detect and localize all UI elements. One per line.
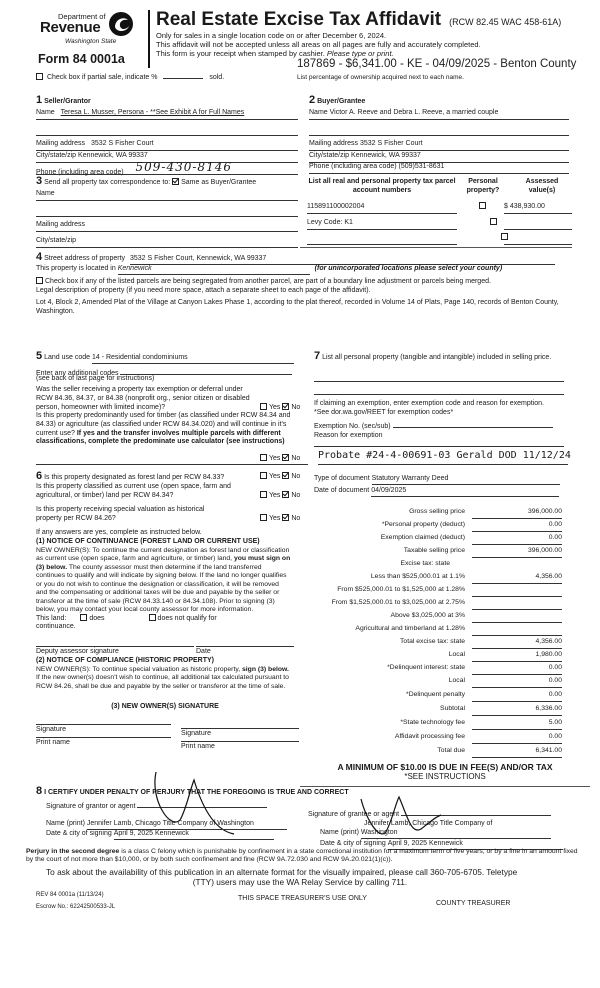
yes-label: Yes — [269, 515, 281, 522]
new-owner-signature-title: (3) NEW OWNER(S) SIGNATURE — [111, 703, 219, 710]
section-number: 5 — [36, 350, 43, 362]
seller-name-value: Teresa L. Musser, Persona - **See Exhibit A for Full Names — [60, 109, 245, 116]
parcel-number-field[interactable]: Levy Code: K1 — [307, 219, 457, 230]
continuance-label: continuance. — [36, 623, 76, 630]
grantor-name-value[interactable]: Jennifer Lamb, Chicago Title Company of Washington — [87, 820, 287, 830]
yes-label: Yes — [269, 492, 281, 499]
county-treasurer-label: COUNTY TREASURER — [436, 900, 511, 907]
fee-value[interactable]: 0.00 — [472, 534, 562, 545]
timber-question-text: Is this property predominantly used for timber (as classified under RCW 84.34 and 84.33) or agriculture (as classified under RCW 84.34.020) and will continue in it's current use? — [36, 412, 291, 437]
reason-line-1[interactable] — [314, 442, 564, 447]
timber-question-bold: If yes and the transfer involves multiple parcels with different classifications, complete the predominate use calculator (see instructions) — [36, 429, 285, 446]
buyer-mailing-value: 3532 S Fisher Court — [359, 140, 423, 147]
new-owner-signature-2-line[interactable] — [181, 728, 299, 729]
dor-swirl-icon — [108, 11, 134, 37]
personal-property-label — [314, 350, 564, 364]
grantor-date-city-value[interactable]: April 9, 2025 Kennewick — [114, 830, 274, 840]
additional-codes-field[interactable] — [120, 367, 292, 375]
field-label: City/state/zip — [36, 152, 77, 159]
section-number: 6 — [36, 470, 43, 482]
location-row — [36, 265, 502, 275]
fee-value[interactable]: 0.00 — [472, 733, 562, 744]
seller-phone-field[interactable] — [36, 160, 298, 176]
fee-value[interactable]: 5.00 — [472, 719, 562, 730]
field-label: Date & city of signing — [46, 830, 112, 837]
divider — [300, 247, 572, 248]
field-label: List all personal property (tangible and intangible) included in selling price. — [322, 354, 552, 361]
notice-compliance-text — [36, 666, 294, 691]
forest-q3-yes-no — [260, 514, 300, 524]
field-label: City/state/zip — [309, 152, 350, 159]
reason-field[interactable]: Probate #24-4-00691-03 Gerald DOD 11/12/24 — [318, 450, 568, 465]
fee-label: Total excise tax: state — [400, 638, 465, 645]
dor-logo-text-top: Department of — [58, 12, 106, 21]
buyer-phone-value: (509)531-8631 — [398, 163, 445, 170]
fee-value[interactable]: 0.00 — [472, 677, 562, 688]
fee-label: Affidavit processing fee — [394, 733, 465, 740]
dor-logo — [40, 12, 132, 52]
header-note-2: This affidavit will not be accepted unless all areas on all pages are fully and accurately completed. — [156, 40, 481, 49]
notice-compliance-title: (2) NOTICE OF COMPLIANCE (HISTORIC PROPERTY) — [36, 657, 214, 664]
no-label: No — [291, 455, 301, 462]
does-label: does — [89, 615, 105, 622]
deputy-date-label: Date — [196, 648, 211, 655]
perjury-bold: Perjury in the second degree — [26, 848, 120, 855]
fee-value[interactable]: 6,341.00 — [472, 747, 562, 758]
correspondence-heading — [36, 175, 298, 189]
yes-label: Yes — [269, 455, 281, 462]
exemption-no-row — [314, 420, 553, 432]
section-title: Buyer/Grantee — [317, 98, 366, 105]
forest-q1-yes-no — [260, 472, 300, 482]
grantee-name-line-1: Jennifer Lamb, Chicago Title Company of — [364, 820, 493, 827]
buyer-city-field[interactable] — [309, 152, 569, 163]
statute-ref: (RCW 82.45 WAC 458-61A) — [449, 17, 562, 27]
field-label: Mailing address — [36, 140, 86, 147]
section-number: 7 — [314, 350, 321, 362]
section-title: Seller/Grantor — [44, 98, 91, 105]
correspondence-name-line-2[interactable] — [36, 206, 298, 217]
perjury-text: is a class C felony which is punishable by confinement in a state correctional institution for a maximum term of five years, or by a fine in an amount fixed by the court of not more than $10,000, or by both such confinement and fine (RCW 9A.72.030 and RCW 9A.20.021(1)(c)). — [26, 848, 578, 864]
field-label: Name — [309, 109, 328, 116]
seller-mailing-value: 3532 S Fisher Court — [90, 140, 154, 147]
print-name-label: Print name — [181, 743, 215, 750]
signature-label: Signature — [36, 726, 66, 733]
seller-mailing-field[interactable] — [36, 140, 298, 151]
yes-checkbox[interactable] — [260, 472, 267, 479]
yes-checkbox[interactable] — [260, 491, 267, 498]
fee-row-delinquent-state — [305, 664, 595, 676]
fee-label: Less than $525,000.01 at 1.1% — [370, 573, 465, 580]
parcel-number-field[interactable] — [307, 234, 457, 245]
buyer-name-value: Victor A. Reeve and Debra L. Reeve, a married couple — [329, 109, 499, 116]
partial-sale-label: Check box if partial sale, indicate % — [46, 74, 158, 81]
fee-value[interactable]: 396,000.00 — [472, 508, 562, 519]
fee-value[interactable]: 1,980.00 — [472, 651, 562, 662]
fee-label: Local — [448, 677, 465, 684]
does-qualify-checkbox[interactable] — [80, 614, 87, 621]
buyer-mailing-field[interactable] — [309, 140, 569, 151]
section-number: 8 — [36, 785, 43, 797]
segregated-row — [36, 277, 491, 287]
partial-sale-checkbox[interactable] — [36, 73, 43, 80]
parcel-number-field[interactable]: 115891100002004 — [307, 203, 457, 214]
deputy-signature-label: Deputy assessor signature — [36, 648, 119, 655]
fee-row-gross — [305, 508, 595, 520]
fee-row-delinquent-local — [305, 677, 595, 689]
fee-label: *Delinquent interest: state — [387, 664, 465, 671]
grantor-name-row — [46, 820, 287, 830]
accessibility-note-1: To ask about the availability of this publication in an alternate format for the visually impaired, please call 360-705-6705. Teletype — [46, 867, 518, 877]
deputy-date-line[interactable] — [196, 646, 294, 647]
new-owner-print-2-line[interactable] — [181, 741, 299, 742]
fee-row-local — [305, 651, 595, 663]
yes-label: Yes — [269, 404, 281, 411]
accessibility-note-2: (TTY) users may use the WA Relay Service by calling 711. — [192, 877, 408, 887]
forest-q3: Is this property receiving special valuation as historical property per RCW 84.26? — [36, 506, 205, 522]
print-name-label: Print name — [36, 739, 70, 746]
segregated-checkbox[interactable] — [36, 277, 43, 284]
forest-question: Is this property designated as forest land per RCW 84.33? — [44, 474, 225, 481]
fee-value[interactable]: 396,000.00 — [472, 547, 562, 558]
buyer-name-line-2[interactable] — [309, 125, 569, 136]
buyer-city-value: Kennewick, WA 99337 — [351, 152, 421, 159]
timber-yes-no — [260, 454, 300, 464]
does-not-label: does not qualify for — [157, 615, 217, 622]
located-note: (for unincorporated locations please select your county) — [314, 265, 503, 272]
title-text: Real Estate Excise Tax Affidavit — [156, 9, 442, 30]
field-label: This property is located in — [36, 265, 116, 272]
fee-value[interactable]: 4,356.00 — [472, 638, 562, 649]
field-label: Name (print) — [320, 828, 359, 836]
if-yes-note: If any answers are yes, complete as instructed below. — [36, 529, 202, 536]
certify-text: I CERTIFY UNDER PENALTY OF PERJURY THAT THE FOREGOING IS TRUE AND CORRECT — [44, 789, 349, 796]
fee-label: Subtotal — [440, 705, 465, 712]
escrow-label: Escrow No.: — [36, 904, 69, 910]
notice-text: NEW OWNER(S): To continue the current designation as forest land or classification as current use (open space, farm and agriculture, or timber) land, — [36, 547, 290, 563]
section-number: 2 — [309, 94, 316, 106]
fee-label: *Delinquent penalty — [406, 691, 465, 698]
no-checkbox[interactable] — [282, 454, 289, 461]
field-label: Mailing address — [309, 140, 359, 147]
fee-row-tech-fee — [305, 719, 595, 731]
fee-label: Gross selling price — [409, 508, 465, 515]
no-label: No — [291, 515, 301, 522]
yes-label: Yes — [269, 473, 281, 480]
fee-row-processing-fee — [305, 733, 595, 745]
fee-label: *State technology fee — [400, 719, 465, 726]
field-label: Enter any additional codes — [36, 370, 119, 377]
timber-question — [36, 412, 308, 447]
personal-property-checkbox[interactable] — [479, 202, 486, 209]
form-number: Form 84 0001a — [38, 52, 125, 66]
parcel-table — [307, 178, 572, 226]
doc-type-value[interactable]: Statutory Warranty Deed — [372, 475, 560, 485]
ownership-note: List percentage of ownership acquired next to each name. — [297, 74, 464, 81]
partial-sale-suffix: sold. — [209, 74, 225, 81]
field-label: Type of document — [314, 475, 370, 482]
field-label: Signature of grantee or agent — [308, 811, 400, 818]
field-label: Date & city of signing — [320, 840, 386, 847]
buyer-section — [309, 94, 569, 170]
fee-row-tier2 — [305, 586, 595, 598]
field-label: Date of document — [314, 487, 370, 494]
fee-value[interactable] — [472, 625, 562, 636]
field-label: Exemption No. (sec/sub) — [314, 423, 391, 430]
fee-row-penalty — [305, 691, 595, 703]
fee-label: Excise tax: state — [400, 560, 450, 567]
notice-bold: you must sign on (3) below. — [36, 555, 291, 571]
dor-logo-text-state: Washington State — [65, 38, 117, 45]
fee-row-tier3 — [305, 599, 595, 611]
fee-label: Exemption claimed (deduct) — [380, 534, 465, 541]
fee-row-excise-header — [305, 560, 595, 572]
field-label: Land use code — [44, 354, 91, 361]
deputy-signature-line[interactable] — [36, 646, 194, 647]
personal-col-header: Personal property? — [466, 178, 500, 194]
header-note-1: Only for sales in a single location code on or after December 6, 2024. — [156, 31, 387, 40]
header-note-3-text: This form is your receipt when stamped by cashier. — [156, 49, 327, 58]
escrow-row — [36, 904, 115, 912]
grantor-date-row — [46, 830, 274, 840]
new-owner-print-1-line[interactable] — [36, 737, 171, 738]
field-label: City/state/zip — [36, 237, 77, 244]
doc-date-row — [314, 487, 559, 497]
fee-label: Agricultural and timberland at 1.28% — [355, 625, 465, 632]
fee-label: *Personal property (deduct) — [381, 521, 465, 528]
fee-value[interactable]: 4,356.00 — [472, 573, 562, 584]
fee-row-personal — [305, 521, 595, 533]
treasurer-stamp: 187869 - $6,341.00 - KE - 04/09/2025 - Benton County — [297, 58, 577, 70]
fee-value[interactable]: 6,336.00 — [472, 705, 562, 716]
field-label: Signature of grantor or agent — [46, 803, 136, 810]
notice-continuance-text — [36, 547, 292, 615]
fee-value[interactable] — [472, 612, 562, 623]
field-label: Name — [36, 190, 55, 197]
fee-value[interactable]: 0.00 — [472, 521, 562, 532]
seller-heading — [36, 94, 298, 108]
exemption-note: If claiming an exemption, enter exemption code and reason for exemption. *See dor.wa.gov/REET for exemption codes* — [314, 400, 544, 416]
new-owner-signature-1-line[interactable] — [36, 724, 171, 725]
street-row — [36, 251, 576, 265]
notice-bold: sign (3) below. — [242, 666, 289, 673]
additional-codes-note: (see back of last page for instructions) — [36, 375, 155, 382]
fee-label: From $1,525,000.01 to $3,025,000 at 2.75% — [331, 599, 465, 606]
fee-row-agri — [305, 625, 595, 637]
assessed-value-field[interactable]: $ 438,930.00 — [504, 203, 572, 214]
treasurer-use-label: THIS SPACE TREASURER'S USE ONLY — [238, 895, 367, 902]
no-label: No — [291, 404, 301, 411]
yes-checkbox[interactable] — [260, 403, 267, 410]
personal-property-line-2[interactable] — [314, 387, 564, 395]
fee-label: Taxable selling price — [403, 547, 465, 554]
dor-logo-text-main: Revenue — [40, 19, 101, 36]
yes-checkbox[interactable] — [260, 514, 267, 521]
street-address-value[interactable]: 3532 S Fisher Court, Kennewick, WA 99337 — [130, 255, 555, 265]
buyer-phone-field[interactable] — [309, 163, 569, 174]
fee-value[interactable] — [472, 599, 562, 610]
no-checkbox[interactable] — [282, 491, 289, 498]
buyer-name-field[interactable] — [309, 109, 569, 120]
yes-checkbox[interactable] — [260, 454, 267, 461]
field-label: Phone (including area code) — [36, 169, 124, 176]
legal-label: Legal description of property (if you need more space, attach a separate sheet to each page of the affidavit). — [36, 287, 371, 294]
seller-name-line-2[interactable] — [36, 125, 298, 136]
fee-row-tier4 — [305, 612, 595, 624]
field-label: Phone (including area code) — [309, 163, 397, 170]
this-land-label: This land: — [36, 615, 67, 622]
minimum-fee-note: A MINIMUM OF $10.00 IS DUE IN FEE(S) AND/OR TAX — [337, 762, 553, 772]
notice-text: NEW OWNER(S): To continue special valuation as historic property, — [36, 666, 242, 673]
fee-label: Local — [448, 651, 465, 658]
field-label: Name (print) — [46, 820, 85, 827]
no-checkbox[interactable] — [282, 514, 289, 521]
exemption-question: Was the seller receiving a property tax exemption or deferral under RCW 84.36, 84.37, or 84.38 (nonprofit org., senior citizen or disabled person, homeowner with limited income)? — [36, 386, 250, 411]
does-not-qualify-checkbox[interactable] — [149, 614, 156, 621]
partial-sale-row — [36, 73, 224, 83]
seller-name-field[interactable] — [36, 109, 298, 120]
personal-property-line-1[interactable] — [314, 374, 564, 382]
fee-label: Total due — [437, 747, 465, 754]
section-number: 3 — [36, 175, 43, 187]
no-label: No — [291, 492, 301, 499]
fee-row-exemption — [305, 534, 595, 546]
personal-property-checkbox[interactable] — [490, 218, 497, 225]
notice-text: If the new owner(s) doesn't wish to continue, all additional tax calculated pursuant to RCW 84.26, shall be due and payable by the seller or transferor at the time of sale. — [36, 674, 289, 690]
seller-section — [36, 94, 298, 176]
header-note-3-emphasis: Please type or print. — [326, 49, 394, 58]
forest-q2: Is this property classified as current use (open space, farm and agricultural, or timber) land per RCW 84.34? — [36, 483, 231, 499]
correspondence-name-field[interactable] — [36, 190, 298, 201]
fee-row-taxable — [305, 547, 595, 559]
land-use-value[interactable]: 14 - Residential condominiums — [92, 354, 294, 364]
fee-label: Above $3,025,000 at 3% — [390, 612, 465, 619]
fee-row-total-due — [305, 747, 595, 759]
partial-sale-percent-field[interactable] — [163, 78, 203, 79]
grantee-date-city-value[interactable]: April 9, 2025 Kennewick — [388, 840, 563, 850]
parcel-col-header: List all real and personal property tax parcel account numbers — [308, 178, 456, 194]
field-label: Name — [36, 109, 55, 116]
assessed-col-header: Assessed value(s) — [525, 178, 559, 194]
legal-description[interactable]: Lot 4, Block 2, Amended Plat of the Village at Canyon Lakes Phase 1, according to the plat thereof, recorded in Volume 14 of Plats, Page 140, records of Benton County, Washington. — [36, 299, 559, 315]
seller-phone-handwritten: 509-430-8146 — [135, 160, 232, 174]
same-as-buyer-label: Same as Buyer/Grantee — [181, 179, 257, 186]
forest-q1 — [36, 470, 256, 484]
timber-underline — [36, 464, 308, 465]
revision-label: REV 84 0001a (11/13/24) — [36, 892, 104, 898]
doc-date-value[interactable]: 04/09/2025 — [371, 487, 559, 497]
forest-q2-yes-no — [260, 491, 300, 501]
correspondence-label: Send all property tax correspondence to: — [44, 179, 171, 186]
no-checkbox[interactable] — [282, 472, 289, 479]
assessed-value-field[interactable] — [504, 234, 572, 245]
same-as-buyer-checkbox[interactable] — [172, 178, 179, 185]
notice-text: The county assessor must then determine if the land transferred continues to qualify and will indicate by signing below. If the land no longer qualifies or you do not wish to continue the designation or classification, it will be removed and the compensating or additional taxes will be due and payable by the seller or transferor at the time of sale (RCW 84.33.140 or 84.34.108). Prior to signing (3) below, you may contact your local county assessor for more information. — [36, 563, 287, 614]
section-number: 4 — [36, 251, 43, 263]
notice-continuance-title: (1) NOTICE OF CONTINUANCE (FOREST LAND OR CURRENT USE) — [36, 538, 260, 545]
exemption-no-field[interactable] — [393, 420, 553, 428]
grantee-name-value[interactable]: Washington — [361, 829, 551, 839]
signature-label: Signature — [181, 730, 211, 737]
correspondence-section — [36, 175, 298, 244]
grantee-name-row — [320, 820, 551, 839]
section-number: 1 — [36, 94, 43, 106]
fee-value[interactable]: 0.00 — [472, 691, 562, 702]
seller-city-value: Kennewick, WA 99337 — [78, 152, 148, 159]
escrow-value: 62242500533-JL — [70, 904, 116, 910]
field-label: Street address of property — [44, 255, 126, 262]
land-use-row — [36, 350, 294, 364]
assessed-value-field[interactable] — [504, 219, 572, 230]
correspondence-city-field[interactable] — [36, 237, 298, 248]
doc-type-row — [314, 475, 560, 485]
fee-row-total-state — [305, 638, 595, 650]
located-in-value[interactable]: Kennewick — [118, 265, 310, 275]
fee-row-subtotal — [305, 705, 595, 717]
correspondence-mailing-field[interactable] — [36, 221, 298, 232]
see-instructions-note: *SEE INSTRUCTIONS — [404, 772, 486, 781]
no-label: No — [291, 473, 301, 480]
no-checkbox[interactable] — [282, 403, 289, 410]
field-label: Mailing address — [36, 221, 86, 228]
segregated-label: Check box if any of the listed parcels are being segregated from another parcel, are part of a boundary line adjustment or parcels being merged. — [45, 278, 491, 285]
fee-row-tier1 — [305, 573, 595, 585]
buyer-heading — [309, 94, 569, 108]
fee-value[interactable]: 0.00 — [472, 664, 562, 675]
fee-label: From $525,000.01 to $1,525,000 at 1.28% — [337, 586, 465, 593]
reason-label: Reason for exemption — [314, 432, 383, 439]
fee-value[interactable] — [472, 586, 562, 597]
header-divider — [148, 10, 150, 68]
form-title — [156, 8, 561, 32]
perjury-notice — [26, 848, 586, 865]
